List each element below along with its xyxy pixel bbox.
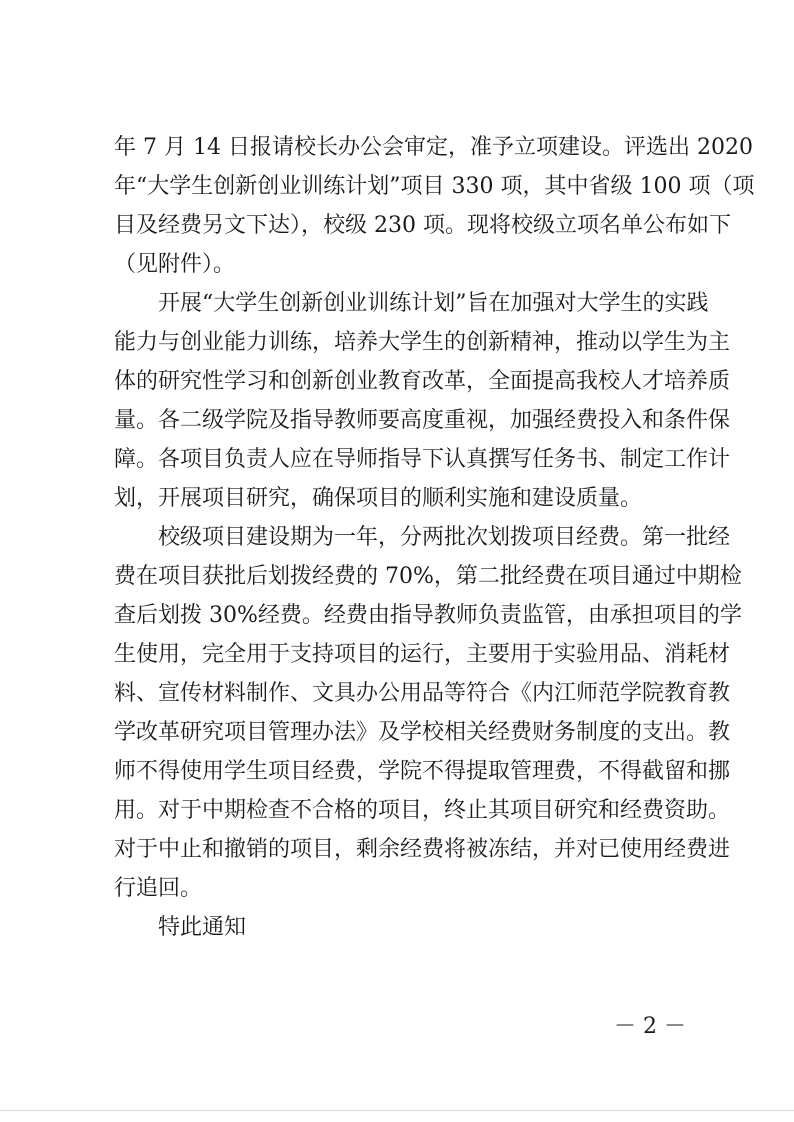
scan-edge-divider bbox=[0, 1110, 794, 1111]
text-line: （见附件）。 bbox=[114, 252, 236, 277]
paragraph-purpose bbox=[114, 284, 731, 518]
text-line: 体的研究性学习和创新创业教育改革，全面提高我校人才培养质 bbox=[114, 369, 731, 394]
paragraph-closing bbox=[114, 908, 700, 947]
paragraph-approval bbox=[114, 128, 755, 284]
text-line: 目及经费另文下达），校级 230 项。现将校级立项名单公布如下 bbox=[114, 213, 731, 238]
text-line: 能力与创业能力训练，培养大学生的创新精神，推动以学生为主 bbox=[114, 330, 731, 355]
text-line: 开展“大学生创新创业训练计划”旨在加强对大学生的实践 bbox=[158, 291, 709, 316]
document-body bbox=[114, 128, 755, 947]
text-line: 料、宣传材料制作、文具办公用品等符合《内江师范学院教育教 bbox=[114, 681, 731, 706]
text-line: 行追回。 bbox=[114, 876, 203, 901]
text-line: 用。对于中期检查不合格的项目，终止其项目研究和经费资助。 bbox=[114, 798, 731, 823]
text-line: 划，开展项目研究，确保项目的顺利实施和建设质量。 bbox=[114, 486, 643, 511]
paragraph-funding bbox=[114, 518, 742, 908]
text-line: 量。各二级学院及指导教师要高度重视，加强经费投入和条件保 bbox=[114, 408, 731, 433]
text-line: 年“大学生创新创业训练计划”项目 330 项，其中省级 100 项（项 bbox=[114, 174, 755, 199]
text-line: 学改革研究项目管理办法》及学校相关经费财务制度的支出。教 bbox=[114, 720, 731, 745]
text-line: 费在项目获批后划拨经费的 70%，第二批经费在项目通过中期检 bbox=[114, 564, 742, 589]
text-line: 查后划拨 30%经费。经费由指导教师负责监管，由承担项目的学 bbox=[114, 603, 742, 628]
text-line: 年 7 月 14 日报请校长办公会审定，准予立项建设。评选出 2020 bbox=[114, 135, 753, 160]
text-line: 对于中止和撤销的项目，剩余经费将被冻结，并对已使用经费进 bbox=[114, 837, 731, 862]
text-line: 师不得使用学生项目经费，学院不得提取管理费，不得截留和挪 bbox=[114, 759, 731, 784]
text-line: 障。各项目负责人应在导师指导下认真撰写任务书、制定工作计 bbox=[114, 447, 731, 472]
text-line: 生使用，完全用于支持项目的运行，主要用于实验用品、消耗材 bbox=[114, 642, 731, 667]
text-line: 校级项目建设期为一年，分两批次划拨项目经费。第一批经 bbox=[158, 525, 731, 550]
closing-line: 特此通知 bbox=[158, 915, 247, 940]
page-number: － 2 － bbox=[614, 1014, 686, 1039]
